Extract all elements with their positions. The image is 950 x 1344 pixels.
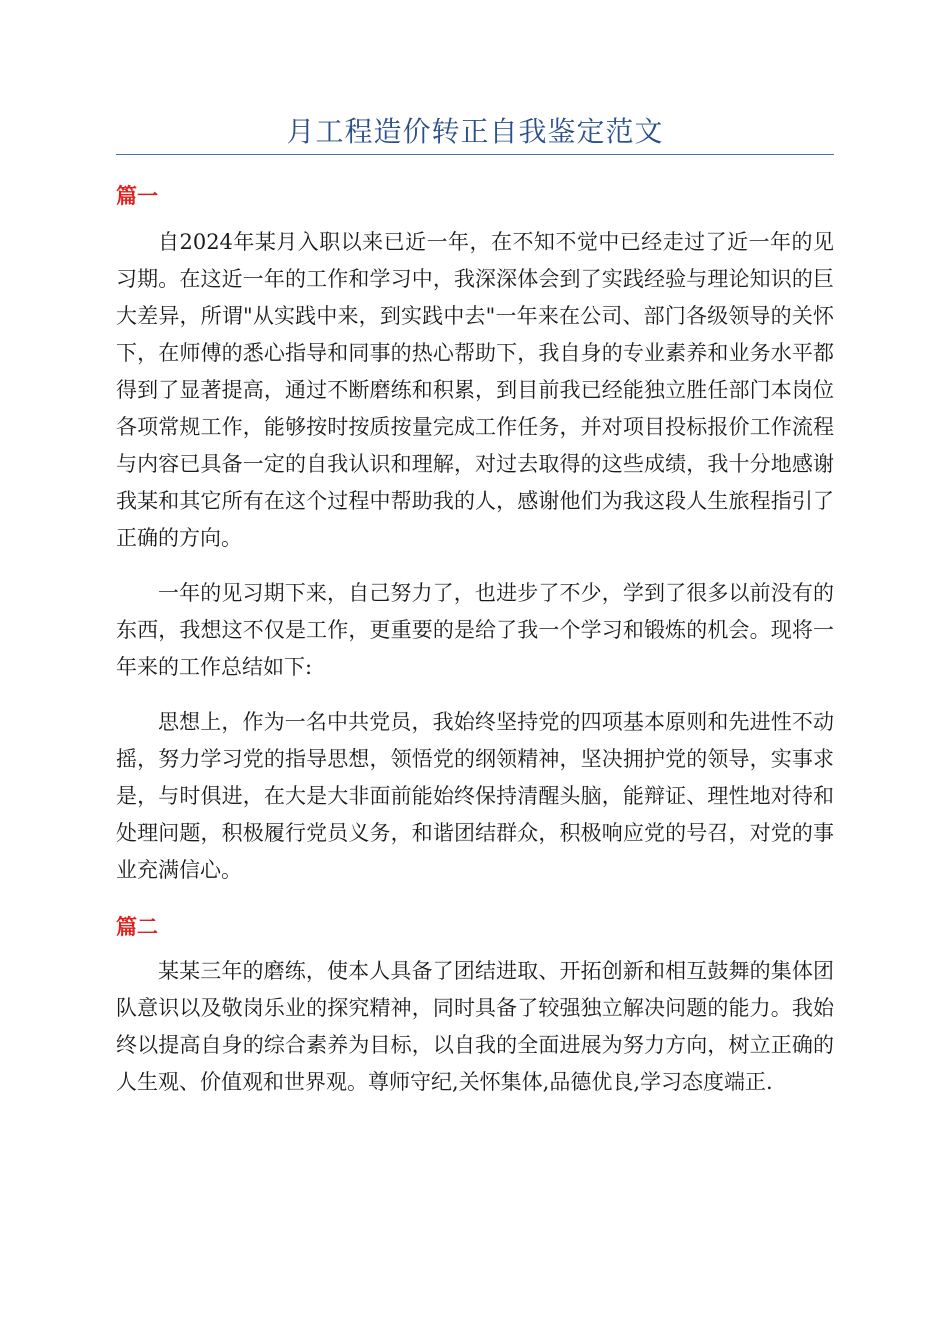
section-1-paragraph-1: 自2024年某月入职以来已近一年，在不知不觉中已经走过了近一年的见习期。在这近一年的工作和学习中，我深深体会到了实践经验与理论知识的巨大差异，所谓"从实践中来，到实践中去"一年来在公司、部门各级领导的关怀下，在师傅的悉心指导和同事的热心帮助下，我自身的专业素养和业务水平都得到了显著提高，通过不断磨练和积累，到目前我已经能独立胜任部门本岗位各项常规工作，能够按时按质按量完成工作任务，并对项目投标报价工作流程与内容已具备一定的自我认识和理解，对过去取得的这些成绩，我十分地感谢我某和其它所有在这个过程中帮助我的人，感谢他们为我这段人生旅程指引了正确的方向。 [116,230,834,550]
section-heading-2: 篇二 [116,914,158,939]
document-title: 月工程造价转正自我鉴定范文 [286,115,664,148]
title-underline [116,154,834,155]
section-heading-1: 篇一 [116,183,158,208]
section-1-paragraph-3: 思想上，作为一名中共党员，我始终坚持党的四项基本原则和先进性不动摇，努力学习党的指导思想，领悟党的纲领精神，坚决拥护党的领导，实事求是，与时俱进，在大是大非面前能始终保持清醒头脑，能辩证、理性地对待和处理问题，积极履行党员义务，和谐团结群众，积极响应党的号召，对党的事业充满信心。 [116,710,834,882]
document-page [116,0,834,1101]
section-1-paragraph-2: 一年的见习期下来，自己努力了，也进步了不少，学到了很多以前没有的东西，我想这不仅是工作，更重要的是给了我一个学习和锻炼的机会。现将一年来的工作总结如下: [116,581,834,679]
section-2-paragraph-1: 某某三年的磨练，使本人具备了团结进取、开拓创新和相互鼓舞的集体团队意识以及敬岗乐业的探究精神，同时具备了较强独立解决问题的能力。我始终以提高自身的综合素养为目标，以自我的全面进展为努力方向，树立正确的人生观、价值观和世界观。尊师守纪,关怀集体,品德优良,学习态度端正. [116,959,834,1094]
